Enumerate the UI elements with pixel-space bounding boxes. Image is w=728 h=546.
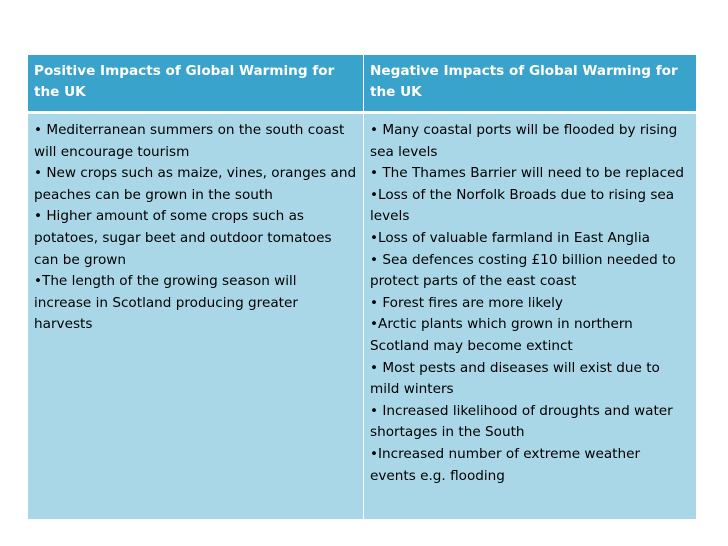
- list-item: • Mediterranean summers on the south coast will encourage tourism: [34, 122, 345, 160]
- impacts-table: [28, 55, 696, 519]
- list-item: •The length of the growing season will increase in Scotland producing greater harvests: [34, 273, 298, 333]
- list-item: • Increased likelihood of droughts and water shortages in the South: [370, 402, 673, 441]
- table-body-row: [28, 114, 696, 519]
- header-negative: Negative Impacts of Global Warming for the UK: [363, 55, 696, 111]
- list-item: •Arctic plants which grown in northern Scotland may become extinct: [370, 316, 633, 354]
- list-item: • Sea defences costing £10 billion needed to protect parts of the east coast: [370, 251, 676, 290]
- list-item: • Forest fires are more likely: [370, 294, 563, 311]
- list-item: • Most pests and diseases will exist due to mild winters: [370, 359, 660, 398]
- list-item: • The Thames Barrier will need to be replaced: [370, 165, 685, 182]
- list-item: •Increased number of extreme weather events e.g. flooding: [370, 445, 641, 484]
- list-item: •Loss of valuable farmland in East Anglia: [370, 229, 650, 246]
- table-header-row: [28, 55, 696, 114]
- list-item: • New crops such as maize, vines, oranges and peaches can be grown in the south: [34, 165, 357, 203]
- list-item: • Many coastal ports will be flooded by rising sea levels: [370, 122, 678, 160]
- header-positive: Positive Impacts of Global Warming for the UK: [34, 63, 335, 100]
- positive-impacts-cell: [28, 114, 363, 519]
- list-item: • Higher amount of some crops such as potatoes, sugar beet and outdoor tomatoes can be grown: [34, 208, 332, 268]
- list-item: •Loss of the Norfolk Broads due to rising sea levels: [370, 186, 675, 225]
- negative-impacts-cell: [363, 114, 696, 519]
